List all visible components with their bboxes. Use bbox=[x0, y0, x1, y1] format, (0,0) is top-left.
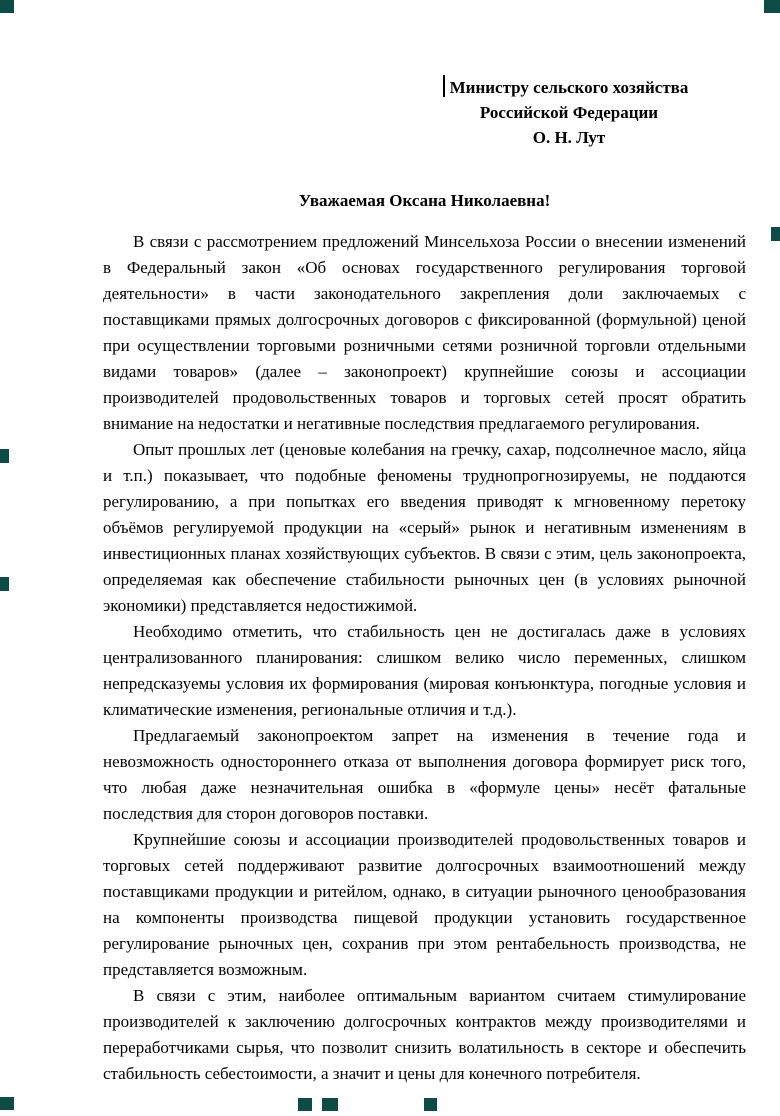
edge-marker-left-middle-2 bbox=[0, 577, 9, 591]
body-paragraph: Крупнейшие союзы и ассоциации производителей продовольственных товаров и торговых сетей поддерживают развитие долгосрочных взаимоотношений между поставщиками продукции и ритейлом, однако, в ситуации рыночного ценообразования на компоненты производства пищевой продукции установить государственное регулирование рыночных цен, сохранив при этом рентабельность производства, не представляется возможным. bbox=[103, 830, 746, 979]
body-paragraph: В связи с рассмотрением предложений Минсельхоза России о внесении изменений в Федеральный закон «Об основах государственного регулирования торговой деятельности» в части законодательного закрепления доли заключаемых с поставщиками прямых долгосрочных договоров с фиксированной (формульной) ценой при осуществлении торговыми розничными сетями розничной торговли отдельными видами товаров» (далее – законопроект) крупнейшие союзы и ассоциации производителей продовольственных товаров и торговых сетей просят обратить внимание на недостатки и негативные последствия предлагаемого регулирования. bbox=[103, 232, 746, 433]
body-paragraph: Необходимо отметить, что стабильность цен не достигалась даже в условиях централизованного планирования: слишком велико число переменных, слишком непредсказуемы условия их формирования (мировая конъюнктура, погодные условия и климатические изменения, региональные отличия и т.д.). bbox=[103, 622, 746, 719]
salutation: Уважаемая Оксана Николаевна! bbox=[298, 191, 551, 210]
recipient-line-2: Российской Федерации bbox=[479, 103, 659, 122]
edge-marker-top-left bbox=[0, 0, 14, 13]
letter-body bbox=[103, 229, 746, 1087]
recipient-block bbox=[445, 75, 693, 150]
recipient-line-1: Министру сельского хозяйства bbox=[449, 78, 689, 97]
edge-marker-bottom-mid-2 bbox=[322, 1098, 338, 1111]
edge-marker-right-middle bbox=[771, 227, 780, 241]
edge-marker-left-middle-1 bbox=[0, 449, 9, 463]
body-paragraph: В связи с этим, наиболее оптимальным вариантом считаем стимулирование производителей к заключению долгосрочных контрактов между производителями и переработчиками сырья, что позволит снизить волатильность в секторе и обеспечить стабильность себестоимости, а значит и цены для конечного потребителя. bbox=[103, 986, 746, 1083]
edge-marker-bottom-mid-1 bbox=[298, 1098, 312, 1111]
body-paragraph: Опыт прошлых лет (ценовые колебания на гречку, сахар, подсолнечное масло, яйца и т.п.) показывает, что подобные феномены труднопрогнозируемы, не поддаются регулированию, а при попытках его введения приводят к мгновенному перетоку объёмов регулируемой продукции на «серый» рынок и негативным изменениям в инвестиционных планах хозяйствующих субъектов. В связи с этим, цель законопроекта, определяемая как обеспечение стабильности рыночных цен (в условиях рыночной экономики) представляется недостижимой. bbox=[103, 440, 746, 615]
body-paragraph: Предлагаемый законопроектом запрет на изменения в течение года и невозможность одностороннего отказа от выполнения договора формирует риск того, что любая даже незначительная ошибка в «формуле цены» несёт фатальные последствия для сторон договоров поставки. bbox=[103, 726, 746, 823]
recipient-line-3: О. Н. Лут bbox=[532, 128, 606, 147]
edge-marker-bottom-mid-3 bbox=[424, 1098, 437, 1111]
edge-marker-bottom-left bbox=[0, 1097, 14, 1110]
edge-marker-top-right bbox=[764, 0, 780, 13]
